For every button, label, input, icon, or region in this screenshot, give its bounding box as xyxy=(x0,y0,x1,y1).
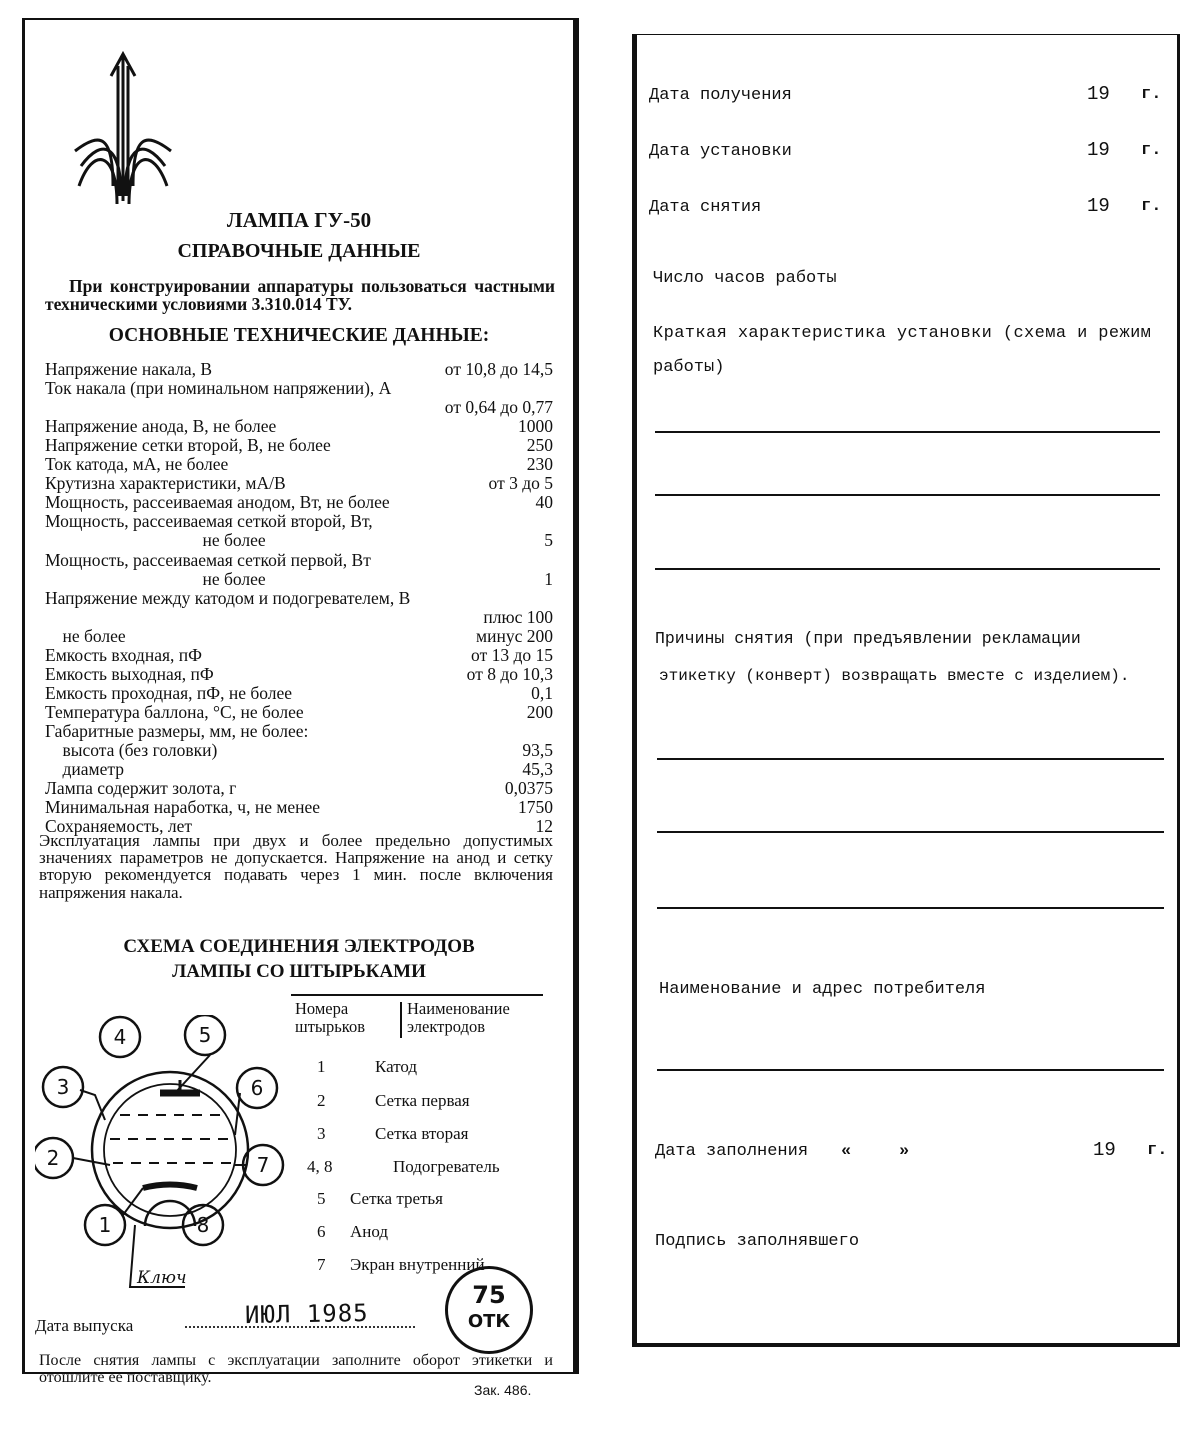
pin-electrode-name: Экран внутренний xyxy=(350,1255,485,1274)
removal-reasons-line-2: этикетку (конверт) возвращать вместе с изделием). xyxy=(659,667,1130,685)
operation-note: Эксплуатация лампы при двух и более предельно допустимых значениях параметров не допускается. Напряжение на анод и сетку вторую рекомендуется подавать через 1 мин. после включения напряжения накала. xyxy=(39,831,553,902)
spec-row xyxy=(45,798,553,817)
consumer-name-address-label: Наименование и адрес потребителя xyxy=(659,980,986,999)
spec-label: не более xyxy=(45,530,266,551)
pin-number: 5 xyxy=(317,1189,326,1208)
removal-line-1 xyxy=(657,758,1164,760)
spec-row xyxy=(45,760,553,779)
pin-electrode-name: Сетка третья xyxy=(350,1189,444,1208)
lamp-title: ЛАМПА ГУ-50 xyxy=(226,208,372,232)
spec-label: Сохраняемость, лет xyxy=(45,816,192,837)
pin-label-2: 2 xyxy=(46,1146,60,1170)
spec-label: Ток катода, мА, не более xyxy=(45,454,229,475)
pin-label-3: 3 xyxy=(56,1075,70,1099)
scheme-heading-line-2: ЛАМПЫ СО ШТЫРЬКАМИ xyxy=(172,961,426,982)
spec-value: минус 200 xyxy=(476,625,553,646)
spec-label: высота (без головки) xyxy=(45,740,218,760)
spec-row xyxy=(45,589,553,608)
spec-label: диаметр xyxy=(45,759,124,780)
spec-label: Мощность, рассеиваемая сеткой первой, Вт xyxy=(45,549,371,570)
pin-table-divider xyxy=(400,1002,402,1038)
spec-value: от 8 до 10,3 xyxy=(466,663,553,684)
spec-value: от 10,8 до 14,5 xyxy=(444,359,553,379)
fill-date-suffix: г. xyxy=(1147,1141,1168,1160)
spec-label: Ток накала (при номинальном напряжении), А xyxy=(45,378,392,399)
reference-card xyxy=(22,18,579,1386)
spec-value: 5 xyxy=(544,530,553,551)
pin-table-rule xyxy=(291,994,543,996)
spec-row xyxy=(45,684,553,703)
spec-row xyxy=(45,493,553,512)
spec-label: Лампа содержит золота, г xyxy=(45,778,237,799)
spec-row xyxy=(45,779,553,798)
pin-electrode-name: Подогреватель xyxy=(393,1157,500,1176)
signature-label: Подпись заполнявшего xyxy=(655,1232,860,1251)
date-removed-label: Дата снятия xyxy=(649,198,762,217)
spec-label: Напряжение анода, В, не более xyxy=(45,416,277,437)
date-installed-suffix: г. xyxy=(1141,141,1162,160)
spec-label: Мощность, рассеиваемая анодом, Вт, не более xyxy=(45,492,390,513)
spec-value: 1 xyxy=(544,568,553,589)
spec-value: 45,3 xyxy=(522,759,553,780)
pin-number: 7 xyxy=(317,1255,326,1274)
qc-stamp-text: ОТК xyxy=(467,1311,511,1332)
spec-row xyxy=(45,741,553,760)
spec-label: не более xyxy=(45,625,126,646)
pin-label-7: 7 xyxy=(256,1153,270,1177)
spec-value: 200 xyxy=(526,701,553,722)
spec-row xyxy=(45,665,553,684)
spec-row xyxy=(45,436,553,455)
pin-table-header-numbers: Номера штырьков xyxy=(295,999,365,1036)
pin-electrode-name: Сетка первая xyxy=(375,1091,470,1110)
pin-label-1: 1 xyxy=(98,1213,112,1237)
date-installed-label: Дата установки xyxy=(649,142,792,161)
spec-value: 40 xyxy=(535,492,553,513)
spec-value: 0,0375 xyxy=(504,778,553,799)
spec-row xyxy=(45,379,553,398)
pin-number: 4, 8 xyxy=(307,1157,333,1176)
pin-number: 2 xyxy=(317,1091,326,1110)
date-installed-year: 19 xyxy=(1087,139,1110,161)
spec-label: Емкость проходная, пФ, не более xyxy=(45,682,293,703)
spec-heading: ОСНОВНЫЕ ТЕХНИЧЕСКИЕ ДАННЫЕ: xyxy=(108,325,490,346)
pin-label-6: 6 xyxy=(250,1076,264,1100)
spec-row xyxy=(45,531,553,550)
spec-row xyxy=(45,570,553,589)
spec-label: Емкость входная, пФ xyxy=(45,644,202,665)
date-received-year: 19 xyxy=(1087,83,1110,105)
removal-reasons-line-1: Причины снятия (при предъявлении рекламации xyxy=(655,629,1081,648)
install-line-1 xyxy=(655,431,1160,433)
intro-paragraph: При конструировании аппаратуры пользоваться частными техническими условиями 3.310.014 ТУ. xyxy=(45,276,555,314)
pin-number: 6 xyxy=(317,1222,326,1241)
pin-label-4: 4 xyxy=(113,1025,127,1049)
release-date-stamp: ИЮЛ 1985 xyxy=(244,1298,369,1330)
footer-note: После снятия лампы с эксплуатации заполните оборот этикетки и отошлите ее поставщику. xyxy=(39,1352,553,1386)
spec-row xyxy=(45,512,553,531)
spec-row xyxy=(45,646,553,665)
manufacturer-logo-icon xyxy=(73,36,173,206)
date-received-label: Дата получения xyxy=(649,86,792,105)
pin-table-header-names: Наименование электродов xyxy=(407,999,510,1036)
reference-subtitle: СПРАВОЧНЫЕ ДАННЫЕ xyxy=(177,240,421,262)
spec-label: Мощность, рассеиваемая сеткой второй, Вт, xyxy=(45,511,373,532)
removal-line-3 xyxy=(657,907,1164,909)
spec-label: Напряжение накала, В xyxy=(45,359,213,379)
spec-row xyxy=(45,627,553,646)
spec-row xyxy=(45,551,553,570)
spec-row xyxy=(45,398,553,417)
spec-label: Крутизна характеристики, мА/В xyxy=(45,473,286,494)
date-removed-year: 19 xyxy=(1087,195,1110,217)
pin-number: 1 xyxy=(317,1057,326,1076)
spec-label: Габаритные размеры, мм, не более: xyxy=(45,720,309,741)
pin-number: 3 xyxy=(317,1124,326,1143)
spec-value: 0,1 xyxy=(531,682,553,703)
qc-stamp-number: 75 xyxy=(472,1281,506,1309)
consumer-line xyxy=(657,1069,1164,1071)
spec-row xyxy=(45,608,553,627)
install-line-2 xyxy=(655,494,1160,496)
spec-row xyxy=(45,703,553,722)
spec-value: от 13 до 15 xyxy=(471,644,553,665)
install-characteristic-line-2: работы) xyxy=(653,358,725,377)
pin-label-8: 8 xyxy=(196,1213,210,1237)
spec-value: 1750 xyxy=(518,797,553,818)
date-received-suffix: г. xyxy=(1141,85,1162,104)
qc-stamp xyxy=(445,1266,533,1354)
spec-label: Емкость выходная, пФ xyxy=(45,663,214,684)
spec-row xyxy=(45,360,553,379)
spec-value: 1000 xyxy=(518,416,553,437)
record-card xyxy=(632,34,1180,1347)
pin-label-5: 5 xyxy=(198,1023,212,1047)
scheme-heading-line-1: СХЕМА СОЕДИНЕНИЯ ЭЛЕКТРОДОВ xyxy=(123,936,475,957)
install-characteristic-line-1: Краткая характеристика установки (схема и режим xyxy=(653,324,1152,343)
spec-value: 12 xyxy=(535,816,553,837)
spec-value: от 0,64 до 0,77 xyxy=(444,397,553,418)
spec-row xyxy=(45,455,553,474)
fill-date-label: Дата заполнения xyxy=(655,1142,809,1161)
hours-worked-label: Число часов работы xyxy=(653,269,837,288)
spec-value: от 3 до 5 xyxy=(488,473,553,494)
fill-date-quote-open: « xyxy=(841,1142,852,1161)
pin-electrode-name: Сетка вторая xyxy=(375,1124,469,1143)
key-label: Ключ xyxy=(137,1268,187,1288)
spec-value: 93,5 xyxy=(522,740,553,760)
spec-row xyxy=(45,722,553,741)
date-removed-suffix: г. xyxy=(1141,197,1162,216)
spec-value: 230 xyxy=(526,454,553,475)
spec-label: Напряжение между катодом и подогревателем, В xyxy=(45,587,411,608)
pin-electrode-name: Анод xyxy=(350,1222,389,1241)
pin-connection-diagram xyxy=(35,1015,295,1295)
spec-label: Температура баллона, °С, не более xyxy=(45,701,304,722)
fill-date-year: 19 xyxy=(1093,1139,1116,1161)
fill-date-quote-close: » xyxy=(899,1142,910,1161)
install-line-3 xyxy=(655,568,1160,570)
spec-row xyxy=(45,474,553,493)
spec-row xyxy=(45,417,553,436)
release-date-label: Дата выпуска xyxy=(35,1316,134,1335)
spec-value: плюс 100 xyxy=(483,606,553,627)
order-number: Зак. 486. xyxy=(474,1382,532,1398)
spec-label: Минимальная наработка, ч, не менее xyxy=(45,797,321,818)
spec-label: Напряжение сетки второй, В, не более xyxy=(45,435,331,456)
spec-label: не более xyxy=(45,568,266,589)
pin-electrode-name: Катод xyxy=(375,1057,418,1076)
removal-line-2 xyxy=(657,831,1164,833)
spec-value: 250 xyxy=(526,435,553,456)
